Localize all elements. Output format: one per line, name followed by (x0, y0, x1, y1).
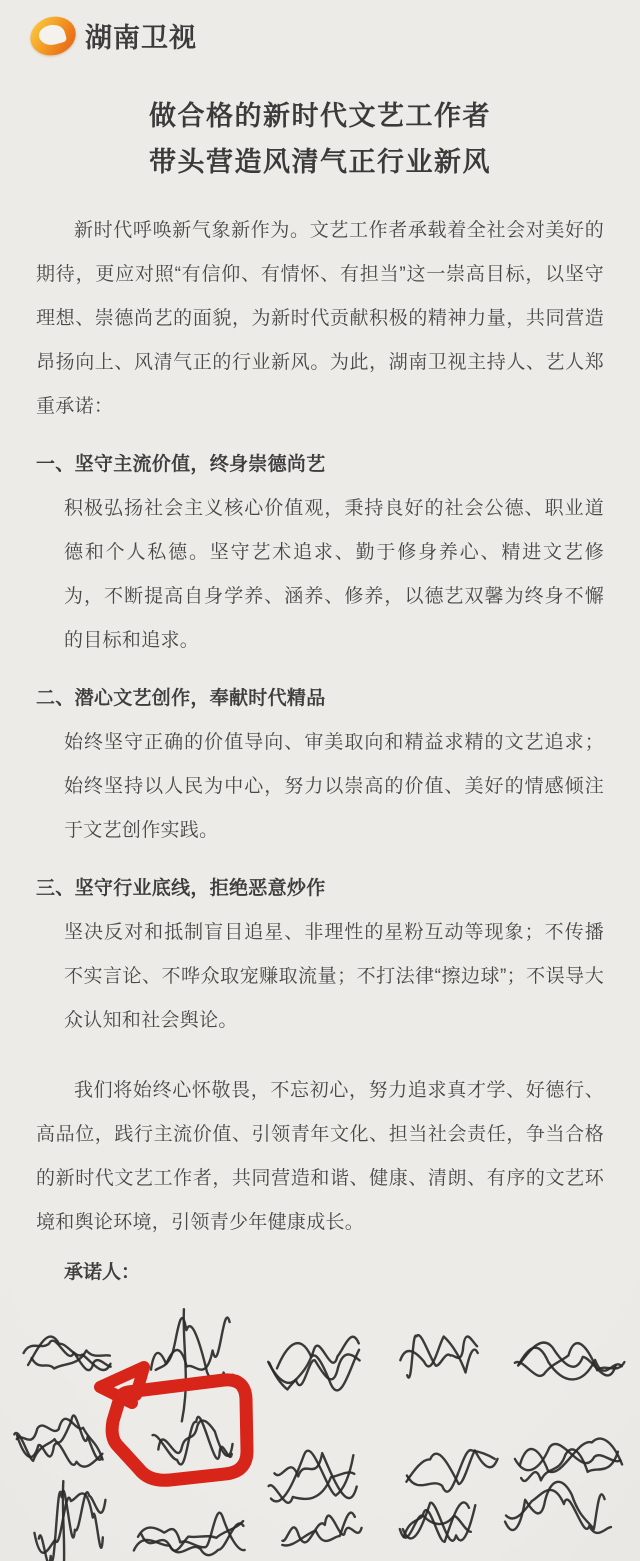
red-circle-annotation (86, 1359, 256, 1497)
signature-靳梦佳 (491, 1482, 612, 1556)
signature-area (0, 1297, 640, 1561)
section-3-body: 坚决反对和抵制盲目追星、非理性的星粉互动等现象；不传播不实言论、不哗众取宠赚取流量；不打法律“擦边球”；不误导大众认知和社会舆论。 (64, 922, 604, 1031)
section-2-body: 始终坚守正确的价值导向、审美取向和精益求精的文艺追求；始终坚持以人民为中心，努力以崇高的价值、美好的情感倾注于文艺创作实践。 (64, 732, 604, 841)
promisor-label: 承诺人： (64, 1262, 141, 1283)
section-1 (36, 443, 604, 663)
title-line-1: 做合格的新时代文艺工作者 (149, 101, 491, 131)
document-body (0, 209, 640, 1295)
signature-吴昕 (393, 1322, 480, 1395)
section-2 (36, 677, 604, 853)
station-logo (0, 0, 640, 55)
signature-梁田 (278, 1502, 364, 1561)
signature (510, 1321, 626, 1395)
section-3 (36, 867, 604, 1043)
signature-李维嘉 (264, 1335, 361, 1402)
section-2-heading: 二、潜心文艺创作，奉献时代精品 (36, 688, 326, 709)
document-title (0, 93, 640, 185)
signature-沈梦辰 (127, 1508, 246, 1561)
hunan-tv-mango-icon (30, 17, 76, 55)
signature-刘烨 (395, 1494, 477, 1557)
station-name: 湖南卫视 (85, 23, 197, 53)
closing-paragraph: 我们将始终心怀敬畏，不忘初心，努力追求真才学、好德行、高品位，践行主流价值、引领青年文化、担当社会责任，争当合格的新时代文艺工作者，共同营造和谐、健康、清朗、有序的文艺环境和舆论环境，引领青少年健康成长。 (36, 1080, 604, 1233)
section-3-heading: 三、坚守行业底线，拒绝恶意炒作 (36, 878, 326, 899)
intro-paragraph: 新时代呼唤新气象新作为。文艺工作者承载着全社会对美好的期待，更应对照“有信仰、有情怀、有担当”这一崇高目标，以坚守理想、崇德尚艺的面貌，为新时代贡献积极的精神力量，共同营造昂扬向上、风清气正的行业新风。为此，湖南卫视主持人、艺人郑重承诺： (36, 220, 604, 417)
title-line-2: 带头营造风清气正行业新风 (149, 147, 491, 177)
section-1-heading: 一、坚守主流价值，终身崇德尚艺 (36, 454, 326, 475)
section-1-body: 积极弘扬社会主义核心价值观，秉持良好的社会公德、职业道德和个人私德。坚守艺术追求、勤于修身养心、精进文艺修为，不断提高自身学养、涵养、修养，以德艺双馨为终身不懈的目标和追求。 (64, 498, 604, 651)
